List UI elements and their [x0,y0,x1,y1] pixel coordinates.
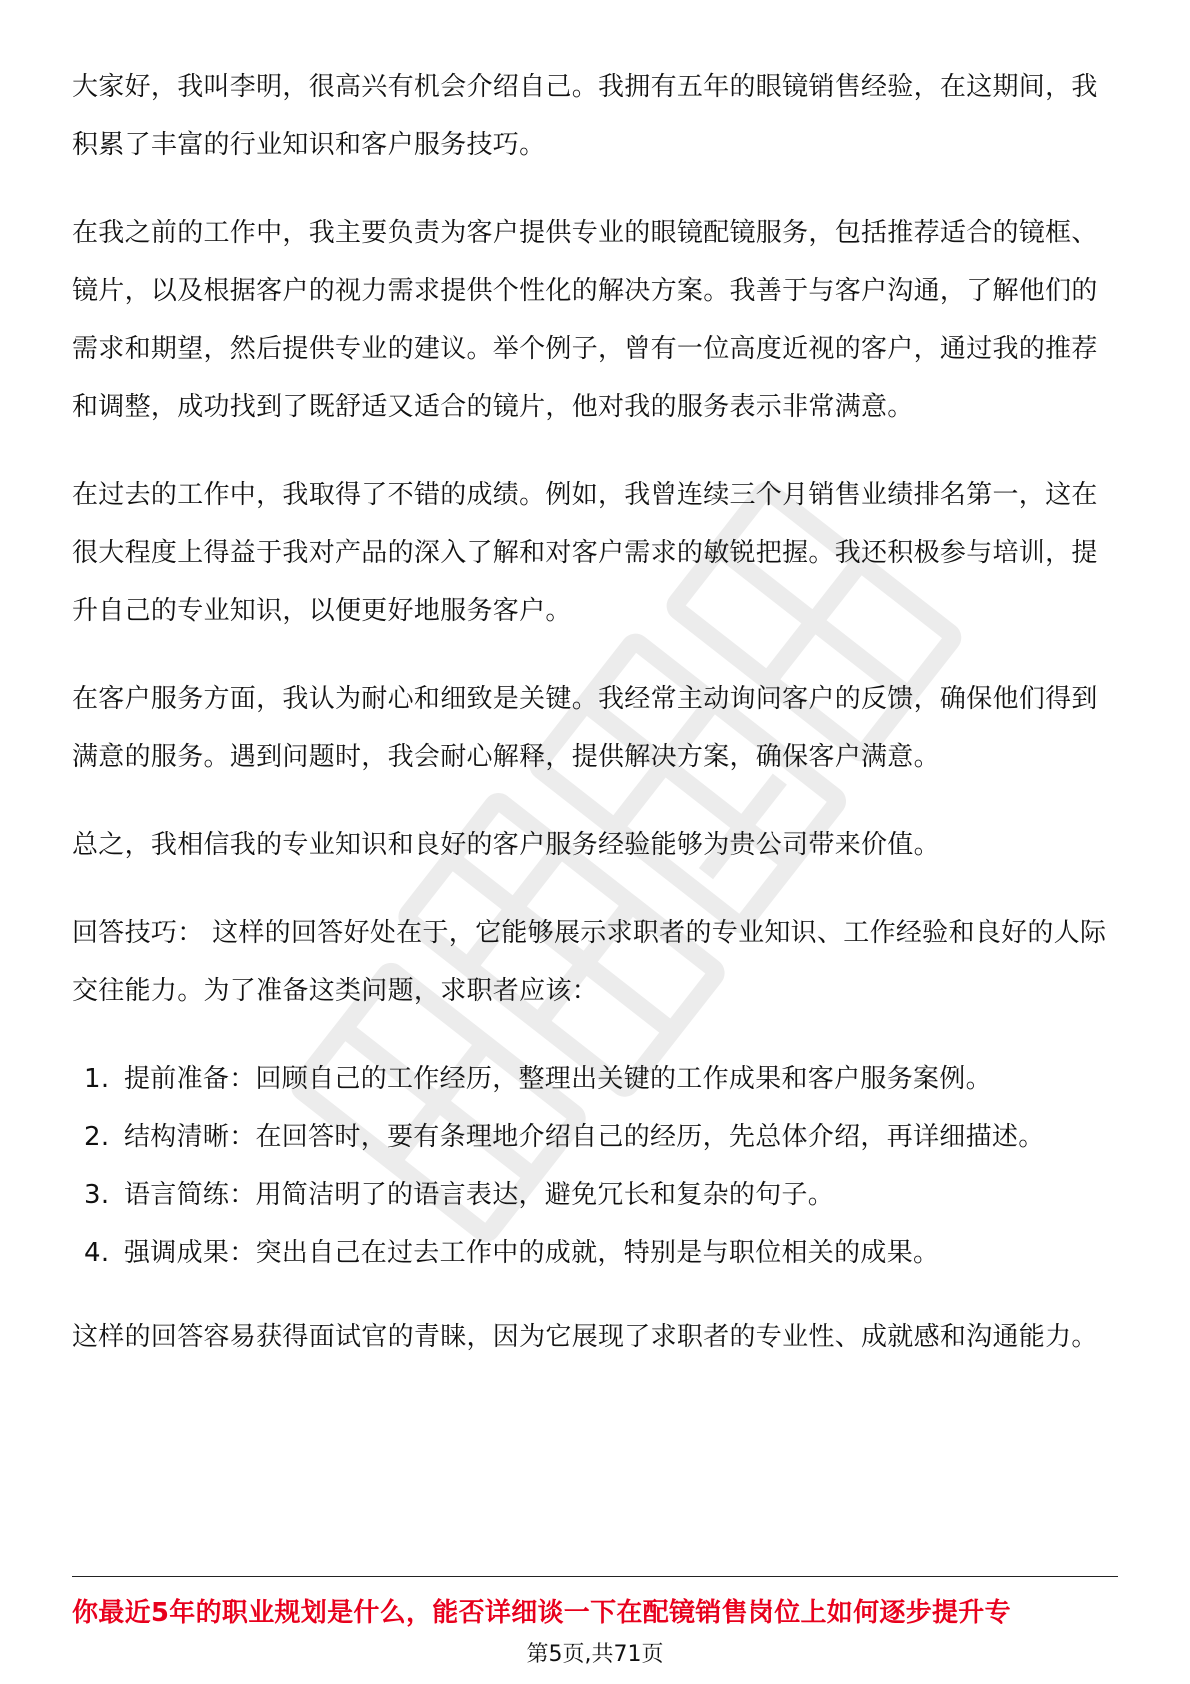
page-number: 第5页,共71页 [526,1642,664,1667]
list-item [72,1224,1118,1282]
list-item-text: 结构清晰：在回答时，要有条理地介绍自己的经历，先总体介绍，再详细描述。 [124,1122,1045,1152]
list-item-text: 语言简练：用简洁明了的语言表达，避免冗长和复杂的句子。 [124,1180,835,1210]
closing-paragraph: 这样的回答容易获得面试官的青睐，因为它展现了求职者的专业性、成就感和沟通能力。 [72,1322,1098,1352]
summary-paragraph: 总之，我相信我的专业知识和良好的客户服务经验能够为贵公司带来价值。 [72,830,940,860]
next-question-heading: 你最近5年的职业规划是什么，能否详细谈一下在配镜销售岗位上如何逐步提升专 [72,1598,1011,1628]
service-paragraph: 在客户服务方面，我认为耐心和细致是关键。我经常主动询问客户的反馈，确保他们得到满意的服务。遇到问题时，我会耐心解释，提供解决方案，确保客户满意。 [72,684,1098,772]
list-item-number: 4. [84,1238,110,1268]
tips-intro-paragraph: 回答技巧： 这样的回答好处在于，它能够展示求职者的专业知识、工作经验和良好的人际交往能力。为了准备这类问题，求职者应该： [72,918,1107,1006]
section-divider [72,1576,1118,1577]
experience-paragraph: 在我之前的工作中，我主要负责为客户提供专业的眼镜配镜服务，包括推荐适合的镜框、镜片，以及根据客户的视力需求提供个性化的解决方案。我善于与客户沟通，了解他们的需求和期望，然后提供专业的建议。举个例子，曾有一位高度近视的客户，通过我的推荐和调整，成功找到了既舒适又适合的镜片，他对我的服务表示非常满意。 [72,218,1098,422]
main-content [72,58,1118,1396]
achievement-paragraph: 在过去的工作中，我取得了不错的成绩。例如，我曾连续三个月销售业绩排名第一，这在很大程度上得益于我对产品的深入了解和对客户需求的敏锐把握。我还积极参与培训，提升自己的专业知识，以便更好地服务客户。 [72,480,1098,626]
intro-paragraph: 大家好，我叫李明，很高兴有机会介绍自己。我拥有五年的眼镜销售经验，在这期间，我积累了丰富的行业知识和客户服务技巧。 [72,72,1098,160]
list-item-text: 强调成果：突出自己在过去工作中的成就，特别是与职位相关的成果。 [124,1238,940,1268]
tips-list [72,1050,1118,1282]
list-item-number: 1. [84,1064,110,1094]
list-item [72,1050,1118,1108]
list-item-number: 2. [84,1122,110,1152]
list-item-text: 提前准备：回顾自己的工作经历，整理出关键的工作成果和客户服务案例。 [124,1064,992,1094]
list-item [72,1166,1118,1224]
list-item [72,1108,1118,1166]
list-item-number: 3. [84,1180,110,1210]
